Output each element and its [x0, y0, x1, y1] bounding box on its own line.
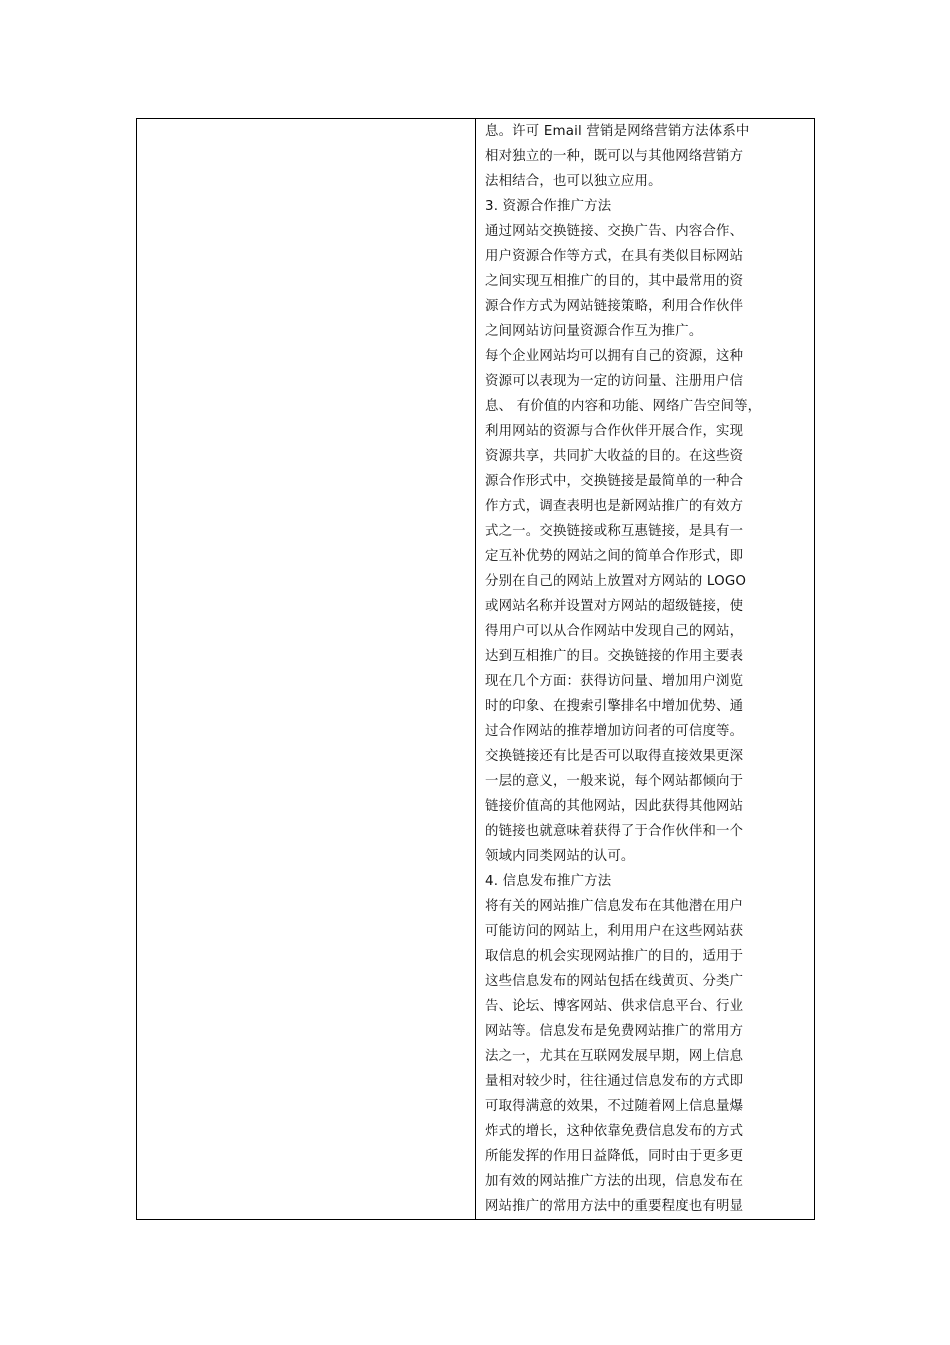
text-line: 链接价值高的其他网站，因此获得其他网站	[485, 799, 744, 814]
left-empty-cell	[137, 119, 476, 1220]
text-line: 资源共享，共同扩大收益的目的。在这些资	[485, 449, 744, 464]
text-line: 所能发挥的作用日益降低，同时由于更多更	[485, 1149, 744, 1164]
section-heading: 3. 资源合作推广方法	[485, 199, 612, 214]
text-line: 之间网站访问量资源合作互为推广。	[485, 324, 703, 339]
text-line: 可取得满意的效果，不过随着网上信息量爆	[485, 1099, 744, 1114]
text-line: 网站等。信息发布是免费网站推广的常用方	[485, 1024, 744, 1039]
text-line: 通过网站交换链接、交换广告、内容合作、	[485, 224, 744, 239]
text-line: 或网站名称并设置对方网站的超级链接，使	[485, 599, 744, 614]
content-table	[136, 118, 815, 1220]
text-line: 源合作形式中，交换链接是最简单的一种合	[485, 474, 744, 489]
text-line: 的链接也就意味着获得了于合作伙伴和一个	[485, 824, 744, 839]
text-line: 相对独立的一种，既可以与其他网络营销方	[485, 149, 744, 164]
section-heading: 4. 信息发布推广方法	[485, 874, 612, 889]
text-line: 每个企业网站均可以拥有自己的资源，这种	[485, 349, 744, 364]
text-line: 息、 有价值的内容和功能、网络广告空间等，	[485, 399, 762, 414]
text-line: 法相结合，也可以独立应用。	[485, 174, 662, 189]
table-row	[137, 119, 815, 1220]
text-line: 网站推广的常用方法中的重要程度也有明显	[485, 1199, 744, 1214]
text-line: 交换链接还有比是否可以取得直接效果更深	[485, 749, 744, 764]
text-line: 现在几个方面：获得访问量、增加用户浏览	[485, 674, 744, 689]
text-line: 式之一。交换链接或称互惠链接，是具有一	[485, 524, 744, 539]
text-line: 量相对较少时，往往通过信息发布的方式即	[485, 1074, 744, 1089]
text-line: 过合作网站的推荐增加访问者的可信度等。	[485, 724, 744, 739]
text-line: 资源可以表现为一定的访问量、注册用户信	[485, 374, 744, 389]
text-line: 源合作方式为网站链接策略，利用合作伙伴	[485, 299, 744, 314]
text-line: 取信息的机会实现网站推广的目的，适用于	[485, 949, 744, 964]
text-line: 可能访问的网站上，利用用户在这些网站获	[485, 924, 744, 939]
text-line: 得用户可以从合作网站中发现自己的网站，	[485, 624, 744, 639]
text-line: 分别在自己的网站上放置对方网站的 LOGO	[485, 574, 747, 589]
text-line: 达到互相推广的目。交换链接的作用主要表	[485, 649, 744, 664]
text-line: 一层的意义，一般来说，每个网站都倾向于	[485, 774, 744, 789]
text-line: 将有关的网站推广信息发布在其他潜在用户	[485, 899, 744, 914]
text-line: 领域内同类网站的认可。	[485, 849, 635, 864]
text-line: 用户资源合作等方式，在具有类似目标网站	[485, 249, 744, 264]
right-text-cell	[476, 119, 815, 1220]
text-line: 之间实现互相推广的目的，其中最常用的资	[485, 274, 744, 289]
text-line: 作方式，调查表明也是新网站推广的有效方	[485, 499, 744, 514]
text-line: 这些信息发布的网站包括在线黄页、分类广	[485, 974, 744, 989]
text-line: 息。许可 Email 营销是网络营销方法体系中	[485, 124, 750, 139]
text-line: 炸式的增长，这种依靠免费信息发布的方式	[485, 1124, 744, 1139]
text-line: 利用网站的资源与合作伙伴开展合作，实现	[485, 424, 744, 439]
text-line: 定互补优势的网站之间的简单合作形式，即	[485, 549, 744, 564]
text-line: 告、论坛、博客网站、供求信息平台、行业	[485, 999, 744, 1014]
paragraph-text	[476, 119, 814, 1219]
text-line: 法之一，尤其在互联网发展早期，网上信息	[485, 1049, 744, 1064]
text-line: 加有效的网站推广方法的出现，信息发布在	[485, 1174, 744, 1189]
text-line: 时的印象、在搜索引擎排名中增加优势、通	[485, 699, 744, 714]
